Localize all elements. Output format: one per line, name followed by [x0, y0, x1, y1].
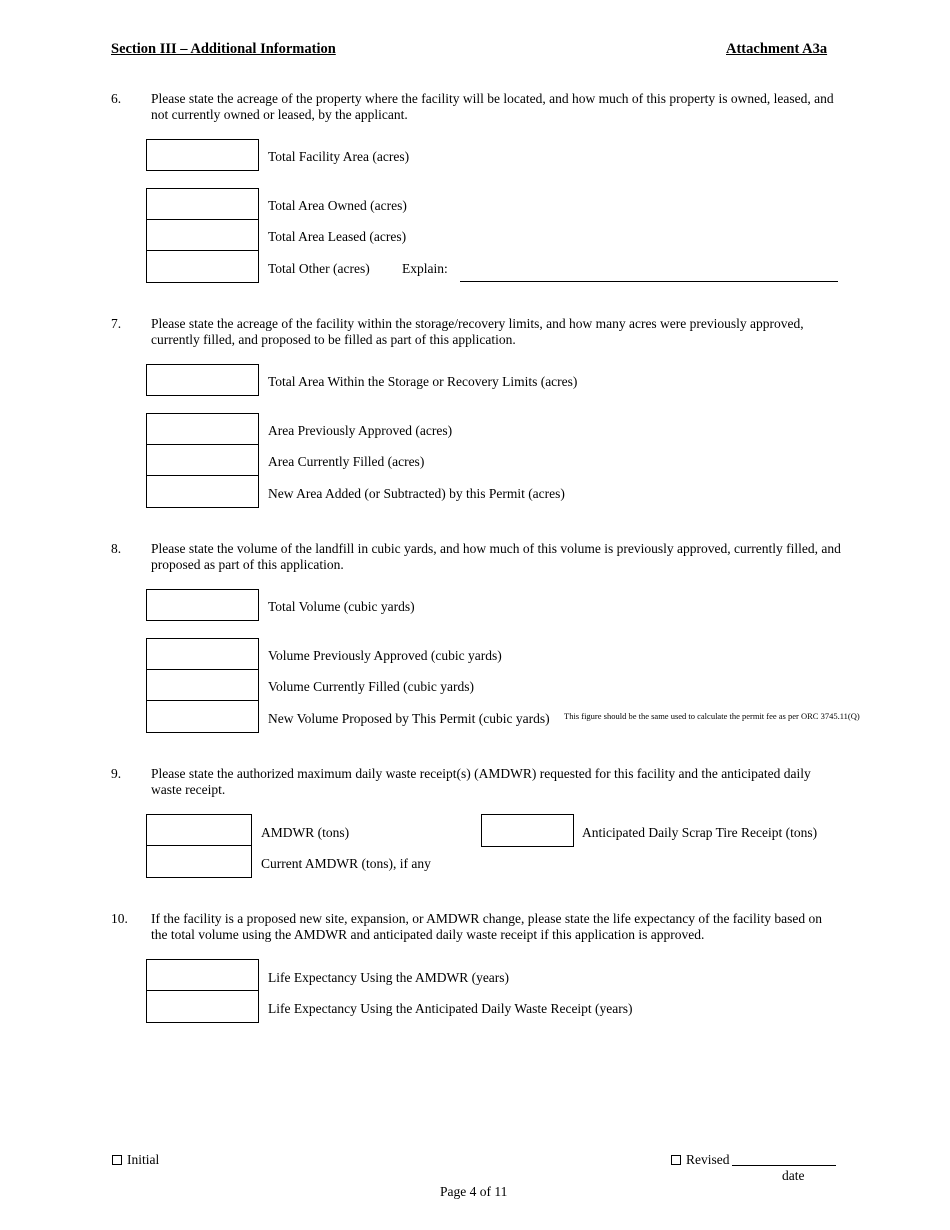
amdwr-input[interactable]	[146, 814, 252, 846]
area-previously-approved-input[interactable]	[146, 413, 259, 445]
volume-currently-filled-input[interactable]	[146, 669, 259, 701]
total-storage-area-label: Total Area Within the Storage or Recovery Limits (acres)	[268, 374, 578, 389]
question-7-text: Please state the acreage of the facility within the storage/recovery limits, and how many acres were previously approved, currently filled, and proposed to be filled as part of this application.	[151, 316, 804, 347]
amdwr-label: AMDWR (tons)	[261, 825, 350, 840]
initial-label: Initial	[127, 1152, 160, 1167]
revised-label: Revised	[686, 1152, 730, 1167]
question-10-text: If the facility is a proposed new site, expansion, or AMDWR change, please state the life expectancy of the facility based on the total volume using the AMDWR and anticipated daily waste receipt if this application is approved.	[151, 911, 823, 942]
current-amdwr-label: Current AMDWR (tons), if any	[261, 856, 431, 871]
volume-previously-approved-input[interactable]	[146, 638, 259, 670]
life-expectancy-amdwr-input[interactable]	[146, 959, 259, 991]
anticipated-scrap-tire-label: Anticipated Daily Scrap Tire Receipt (tons)	[582, 825, 818, 840]
current-amdwr-input[interactable]	[146, 845, 252, 878]
question-8-number: 8.	[111, 541, 122, 556]
total-area-leased-input[interactable]	[146, 219, 259, 251]
initial-checkbox[interactable]	[112, 1155, 122, 1165]
total-facility-area-input[interactable]	[146, 139, 259, 171]
area-previously-approved-label: Area Previously Approved (acres)	[268, 423, 453, 438]
total-other-label: Total Other (acres)	[268, 261, 370, 276]
anticipated-scrap-tire-input[interactable]	[481, 814, 574, 847]
explain-line-input[interactable]	[460, 281, 838, 282]
total-facility-area-label: Total Facility Area (acres)	[268, 149, 410, 164]
question-8-text: Please state the volume of the landfill in cubic yards, and how much of this volume is previously approved, currently filled, and proposed as part of this application.	[151, 541, 841, 572]
volume-currently-filled-label: Volume Currently Filled (cubic yards)	[268, 679, 474, 694]
question-9-number: 9.	[111, 766, 122, 781]
life-expectancy-amdwr-label: Life Expectancy Using the AMDWR (years)	[268, 970, 510, 985]
revised-date-line-input[interactable]	[732, 1165, 836, 1166]
question-6-text: Please state the acreage of the property where the facility will be located, and how much of this property is owned, leased, and not currently owned or leased, by the applicant.	[151, 91, 834, 122]
total-storage-area-input[interactable]	[146, 364, 259, 396]
permit-fee-note: This figure should be the same used to calculate the permit fee as per ORC 3745.11(Q)	[564, 711, 860, 721]
total-volume-label: Total Volume (cubic yards)	[268, 599, 415, 614]
total-area-owned-input[interactable]	[146, 188, 259, 220]
section-heading: Section III – Additional Information	[111, 41, 336, 57]
explain-label: Explain:	[402, 261, 448, 276]
area-currently-filled-label: Area Currently Filled (acres)	[268, 454, 425, 469]
date-label: date	[782, 1168, 805, 1183]
life-expectancy-anticipated-input[interactable]	[146, 990, 259, 1023]
revised-checkbox[interactable]	[671, 1155, 681, 1165]
total-area-owned-label: Total Area Owned (acres)	[268, 198, 407, 213]
attachment-heading: Attachment A3a	[726, 41, 828, 57]
question-9-text: Please state the authorized maximum daily waste receipt(s) (AMDWR) requested for this facility and the anticipated daily waste receipt.	[151, 766, 811, 797]
total-area-leased-label: Total Area Leased (acres)	[268, 229, 407, 244]
page-number: Page 4 of 11	[440, 1184, 508, 1199]
new-area-input[interactable]	[146, 475, 259, 508]
area-currently-filled-input[interactable]	[146, 444, 259, 476]
total-volume-input[interactable]	[146, 589, 259, 621]
total-other-input[interactable]	[146, 250, 259, 283]
volume-previously-approved-label: Volume Previously Approved (cubic yards)	[268, 648, 502, 663]
new-volume-input[interactable]	[146, 700, 259, 733]
question-10-number: 10.	[111, 911, 128, 926]
question-7-number: 7.	[111, 316, 122, 331]
question-6-number: 6.	[111, 91, 122, 106]
new-area-label: New Area Added (or Subtracted) by this Permit (acres)	[268, 486, 565, 501]
life-expectancy-anticipated-label: Life Expectancy Using the Anticipated Daily Waste Receipt (years)	[268, 1001, 633, 1016]
new-volume-label: New Volume Proposed by This Permit (cubic yards)	[268, 711, 550, 726]
